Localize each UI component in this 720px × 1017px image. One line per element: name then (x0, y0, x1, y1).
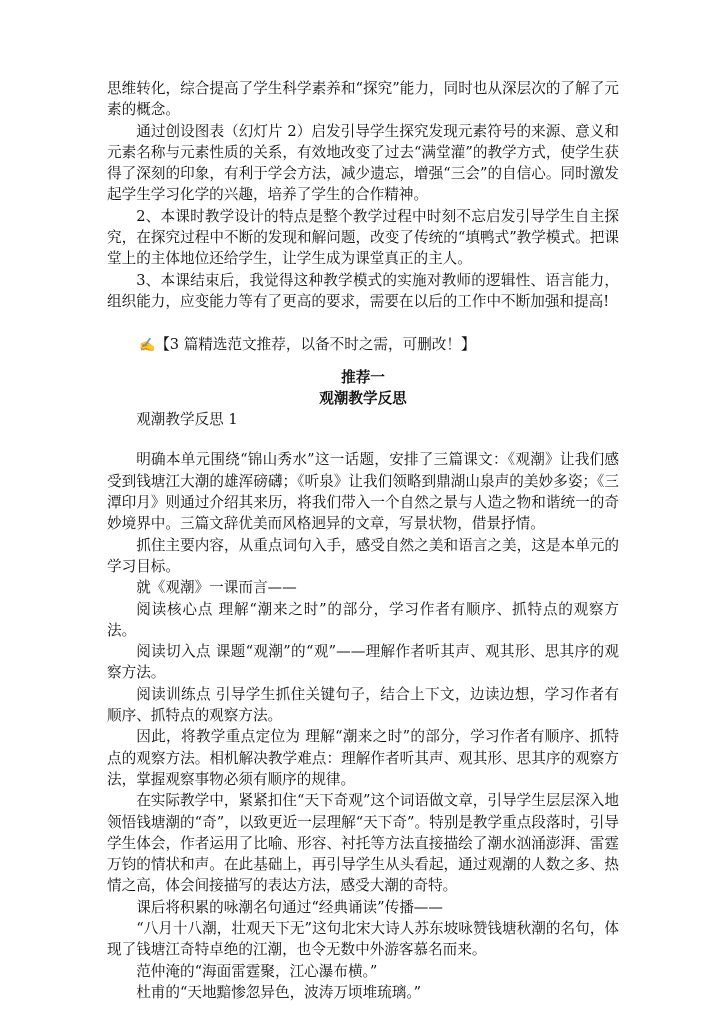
document-page (107, 78, 619, 1003)
body-paragraph-1: 明确本单元围绕“锦山秀水”这一话题，安排了三篇课文：《观潮》让我们感受到钱塘江大潮的雄浑磅礴；《听泉》让我们领略到鼎湖山泉声的美妙多姿；《三潭印月》则通过介绍其来历，将我们带入一个自然之景与人造之物和谐统一的奇妙境界中。三篇文辞优美而风格迥异的文章，写景状物，借景抒情。 (107, 451, 619, 533)
intro-paragraph-2: 通过创设图表（幻灯片 2）启发引导学生探究发现元素符号的来源、意义和元素名称与元素性质的关系，有效地改变了过去“满堂灌”的教学方式，使学生获得了深刻的印象，有利于学会方法，减少遗忘，增强“三会”的自信心。同时激发起学生学习化学的兴趣，培养了学生的合作精神。 (107, 122, 619, 204)
recommend-text: 【3 篇精选范文推荐，以备不时之需，可删改！】 (155, 336, 476, 354)
body-paragraph-3: 就《观潮》一课而言—— (136, 579, 297, 597)
intro-paragraph-3: 2、本课时教学设计的特点是整个教学过程中时刻不忘启发引导学生自主探究，在探究过程中不断的发现和解问题，改变了传统的“填鸭式”教学模式。把课堂上的主体地位还给学生，让学生成为课堂真正的主人。 (107, 207, 619, 268)
body-paragraph-6: 阅读训练点 引导学生抓住关键句子，结合上下文，边读边想，学习作者有顺序、抓特点的观察方法。 (107, 685, 619, 725)
body-paragraph-12: 杜甫的“天地黯惨忽异色，波涛万顷堆琉璃。” (136, 983, 422, 1001)
section-subtitle: 观潮教学反思 1 (136, 411, 238, 429)
body-paragraph-2: 抓住主要内容，从重点词句入手，感受自然之美和语言之美，这是本单元的学习目标。 (107, 536, 619, 575)
body-paragraph-10: “八月十八潮，壮观天下无”这句北宋大诗人苏东坡咏赞钱塘秋潮的名句，体现了钱塘江奇特卓绝的江潮，也令无数中外游客慕名而来。 (107, 919, 619, 959)
section-heading-recommend: 推荐一 (341, 368, 385, 386)
body-paragraph-8: 在实际教学中，紧紧扣住“天下奇观”这个词语做文章，引导学生层层深入地领悟钱塘潮的“奇”，以致更近一层理解“天下奇”。特别是教学重点段落时，引导学生体会，作者运用了比喻、形容、衬托等方法直接描绘了潮水汹涌澎湃、雷霆万钧的情状和声。在此基础上，再引导学生从头看起，通过观潮的人数之多、热情之高，体会间接描写的表达方法，感受大潮的奇特。 (107, 792, 619, 895)
body-paragraph-9: 课后将积累的咏潮名句通过“经典诵读”传播—— (136, 898, 443, 916)
intro-paragraph-4: 3、本课结束后，我觉得这种教学模式的实施对教师的逻辑性、语言能力，组织能力，应变能力等有了更高的要求，需要在以后的工作中不断加强和提高! (107, 271, 619, 310)
recommend-line (107, 334, 619, 356)
body-paragraph-5: 阅读切入点 课题“观潮”的“观”——理解作者听其声、观其形、思其序的观察方法。 (107, 643, 619, 682)
writing-hand-icon: ✍ (139, 338, 156, 354)
body-paragraph-7: 因此，将教学重点定位为 理解“潮来之时”的部分，学习作者有顺序、抓特点的观察方法。相机解决教学难点：理解作者听其声、观其形、思其序的观察方法，掌握观察事物必须有顺序的规律。 (107, 728, 619, 788)
body-paragraph-11: 范仲淹的“海面雷霆聚，江心瀑布横。” (136, 962, 378, 980)
body-paragraph-4: 阅读核心点 理解“潮来之时”的部分，学习作者有顺序、抓特点的观察方法。 (107, 600, 619, 639)
section-title: 观潮教学反思 (319, 389, 407, 407)
intro-paragraph-1: 思维转化，综合提高了学生科学素养和“探究”能力，同时也从深层次的了解了元素的概念。 (107, 80, 619, 119)
